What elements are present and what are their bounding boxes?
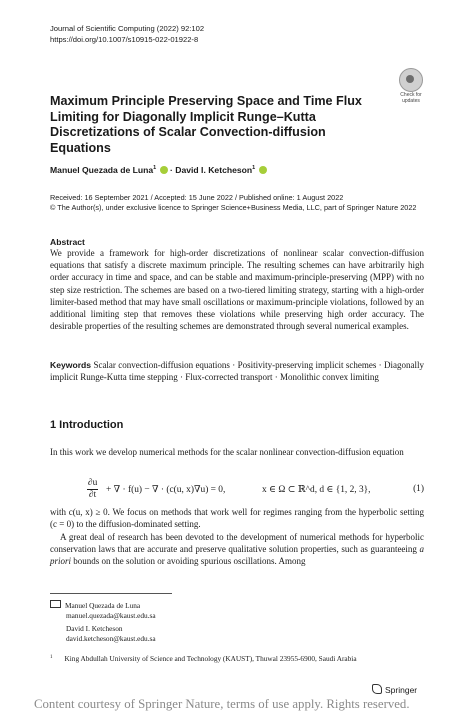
courtesy-watermark: Content courtesy of Springer Nature, terms of use apply. Rights reserved. bbox=[34, 697, 410, 711]
abstract-section bbox=[50, 237, 424, 332]
affiliation-marker: 1 bbox=[252, 165, 256, 172]
keywords-label: Keywords bbox=[50, 360, 92, 370]
intro-paragraph-2: with c(u, x) ≥ 0. We focus on methods that work well for regimes ranging from the hyperbolic setting (c = 0) to the diffusion-dominated setting. bbox=[50, 507, 424, 530]
check-updates-icon bbox=[399, 68, 423, 92]
equation-numerator: ∂u bbox=[88, 478, 98, 488]
equation-body: + ∇ · f(u) − ∇ · (c(u, x)∇u) = 0, bbox=[106, 485, 226, 495]
footnote-rule bbox=[50, 593, 172, 594]
paper-title: Maximum Principle Preserving Space and Time Flux Limiting for Diagonally Implicit Runge–Kutta Discretizations of Scalar Convection-diffusion Equations bbox=[50, 94, 362, 155]
springer-horse-icon bbox=[372, 684, 382, 694]
equation-domain: x ∈ Ω ⊂ ℝ^d, d ∈ {1, 2, 3}, bbox=[262, 485, 371, 495]
check-for-updates-badge[interactable] bbox=[395, 68, 427, 104]
section-heading: 1 Introduction bbox=[50, 419, 124, 431]
affiliation-marker: 1 bbox=[153, 165, 157, 172]
equation-1 bbox=[50, 478, 424, 504]
equation-denominator: ∂t bbox=[89, 490, 97, 500]
author-name: Manuel Quezada de Luna bbox=[50, 165, 154, 175]
abstract-text: We provide a framework for high-order discretizations of nonlinear scalar convection-diffusion equations that satisfy a discrete maximum principle. The resulting schemes can have arbitrarily high order accuracy in time and space, and can be stable and maximum-principle-preserving (MPP) with no step size restriction. The schemes are based on a two-tiered limiting strategy, starting with a high-order limiter-based method that may have small oscillations or maximum-principle violations, followed by an additional limiting step that removes these violations while preserving high order accuracy. The desirable properties of the resulting schemes are demonstrated through several numerical examples. bbox=[50, 248, 424, 332]
doi-link[interactable]: https://doi.org/10.1007/s10915-022-01922-8 bbox=[50, 35, 199, 44]
abstract-heading: Abstract bbox=[50, 237, 85, 247]
paragraph-text: A great deal of research has been devoted to the development of numerical methods for hyperbolic conservation laws that are accurate and preserve qualitative solution properties, such as guaranteeing bbox=[50, 532, 424, 555]
affiliation-text: King Abdullah University of Science and Technology (KAUST), Thuwal 23955-6900, Saudi Arabia bbox=[64, 654, 357, 663]
badge-line-1: Check for bbox=[400, 92, 422, 98]
publisher-name: Springer bbox=[385, 685, 418, 695]
publisher-logo bbox=[372, 684, 417, 695]
author-list bbox=[50, 165, 267, 175]
affiliation-footnote bbox=[50, 654, 357, 663]
keywords-text: Scalar convection-diffusion equations · Positivity-preserving implicit schemes · Diagonally implicit Runge-Kutta time stepping · Flux-corrected transport · Monolithic convex limiting bbox=[50, 360, 425, 383]
contact-name: Manuel Quezada de Luna bbox=[65, 601, 141, 610]
contact-name: David I. Ketcheson bbox=[66, 624, 123, 633]
received-line: Received: 16 September 2021 / Accepted: 15 June 2022 / Published online: 1 August 2022 bbox=[50, 193, 344, 202]
author-separator: · bbox=[170, 165, 173, 175]
badge-line-2: updates bbox=[402, 97, 420, 104]
orcid-icon[interactable] bbox=[160, 166, 168, 174]
keywords-section bbox=[50, 359, 424, 383]
intro-paragraph-3 bbox=[50, 531, 424, 568]
contact-email[interactable]: david.ketcheson@kaust.edu.sa bbox=[66, 634, 156, 643]
paragraph-text: bounds on the solution or avoiding spurious oscillations. Among bbox=[71, 556, 306, 567]
intro-paragraph-1: In this work we develop numerical methods for the scalar nonlinear convection-diffusion equation bbox=[50, 447, 404, 457]
publication-dates bbox=[50, 193, 450, 213]
orcid-icon[interactable] bbox=[259, 166, 267, 174]
journal-header bbox=[50, 23, 204, 45]
contact-email[interactable]: manuel.quezada@kaust.edu.sa bbox=[66, 611, 156, 620]
copyright-line: © The Author(s), under exclusive licence to Springer Science+Business Media, LLC, part of Springer Nature 2022 bbox=[50, 203, 417, 212]
envelope-icon bbox=[50, 600, 61, 608]
equation-fraction bbox=[87, 478, 98, 501]
equation-number: (1) bbox=[413, 484, 424, 494]
affiliation-number: 1 bbox=[50, 654, 53, 660]
italic-phrase: a priori bbox=[50, 544, 424, 567]
author-name: David I. Ketcheson bbox=[175, 165, 253, 175]
corresponding-contacts bbox=[50, 600, 156, 644]
journal-citation: Journal of Scientific Computing (2022) 92:102 bbox=[50, 24, 205, 33]
